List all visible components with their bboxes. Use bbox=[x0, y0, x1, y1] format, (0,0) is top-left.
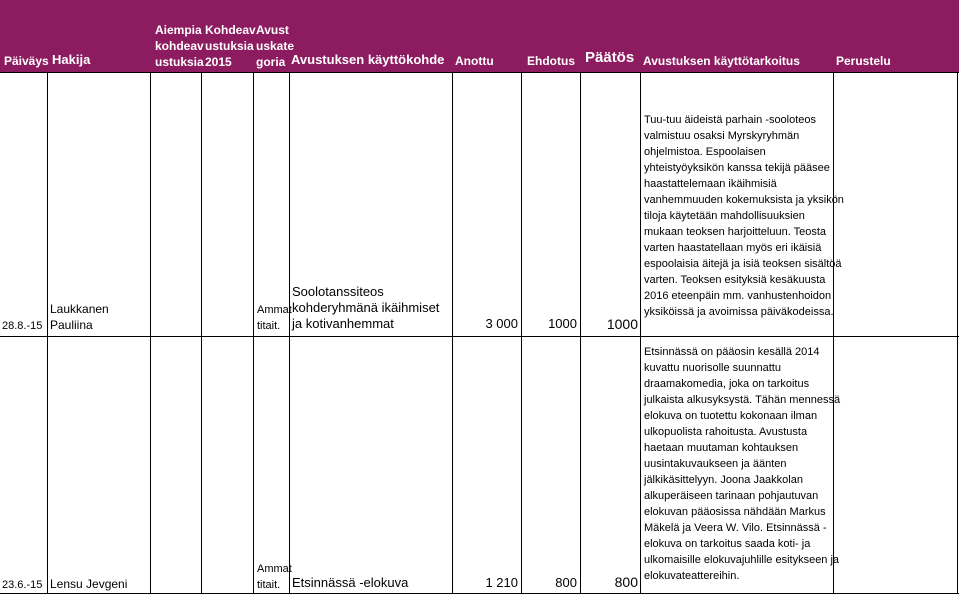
column-divider bbox=[640, 72, 641, 594]
row-decision: 800 bbox=[614, 574, 638, 590]
row-purpose: Etsinnässä on pääosin kesällä 2014 kuvattu nuorisolle suunnattu draamakomedia, joka on tarkoitus julkaista alkusyksystä. Tähän mennessä elokuva on tuotettu kokonaan ilman ulkopuolista rahoitusta. Avustusta haetaan muutaman kohtauksen uusintakuvaukseen ja äänten jälkikäsittelyyn. Joona Jaakkolan alkuperäiseen tarinaan pohjautuvan elokuvan pääosissa nähdään Markus Mäkelä ja Veera W. Vilo. Etsinnässä -elokuva on tarkoitus saada koti- ja ulkomaisille elokuvajuhlille esitykseen ja elokuvateattereihin. bbox=[644, 346, 841, 582]
header-category: Avust uskate goria bbox=[256, 23, 295, 69]
row-date: 28.8.-15 bbox=[2, 320, 43, 332]
column-divider bbox=[150, 72, 151, 594]
column-divider bbox=[521, 72, 522, 594]
row-category: Ammat titait. bbox=[257, 304, 292, 332]
row-purpose: Tuu-tuu äideistä parhain -sooloteos valmistuu osaksi Myrskyryhmän ohjelmistoa. Espoolaisen yhteistyöyksikön kanssa tekijä pääsee haastattelemaan ikäihmisiä vanhemmuuden kokemuksista ja yksikön tiloja käytetään mahdollisuuksien mukaan teoksen harjoitteluun. Teosta varten haastatellaan myös eri ikäisiä espoolaisia äitejä ja isiä teoksen sisältöä varten. Teoksen esityksiä kesäkuusta 2016 eteenpäin mm. vanhustenhoidon yksiköissä ja avoimissa päiväkodeissa. bbox=[644, 114, 844, 318]
row-applied: 1 210 bbox=[485, 575, 518, 590]
row-date: 23.6.-15 bbox=[2, 579, 43, 591]
row-divider bbox=[0, 336, 959, 337]
header-decision: Päätös bbox=[585, 49, 635, 66]
row-target: Etsinnässä -elokuva bbox=[292, 575, 409, 590]
column-divider bbox=[47, 72, 48, 594]
header-rationale: Perustelu bbox=[836, 54, 891, 68]
header-purpose: Avustuksen käyttötarkoitus bbox=[643, 54, 800, 68]
header-applied: Anottu bbox=[455, 54, 494, 68]
row-applicant: Laukkanen Pauliina bbox=[50, 302, 109, 332]
row-category: Ammat titait. bbox=[257, 563, 292, 591]
header-target: Avustuksen käyttökohde bbox=[291, 52, 445, 67]
row-target: Soolotanssiteos kohderyhmänä ikäihmiset ja kotivanhemmat bbox=[292, 284, 440, 331]
column-divider bbox=[253, 72, 254, 594]
header-proposal: Ehdotus bbox=[527, 54, 575, 68]
row-proposal: 800 bbox=[555, 575, 577, 590]
row-proposal: 1000 bbox=[548, 316, 577, 331]
row-decision: 1000 bbox=[606, 316, 638, 332]
row-divider bbox=[0, 72, 959, 73]
column-divider bbox=[957, 72, 958, 594]
header-date: Päiväys bbox=[4, 54, 49, 68]
header-grants-2015: Kohdeav ustuksia 2015 bbox=[205, 23, 256, 69]
row-applicant: Lensu Jevgeni bbox=[50, 577, 128, 591]
row-applied: 3 000 bbox=[485, 316, 518, 331]
table-header bbox=[0, 0, 959, 72]
column-divider bbox=[580, 72, 581, 594]
column-divider bbox=[452, 72, 453, 594]
header-applicant: Hakija bbox=[52, 52, 91, 67]
header-prev-grants: Aiempia kohdeav ustuksia bbox=[155, 23, 204, 69]
column-divider bbox=[201, 72, 202, 594]
